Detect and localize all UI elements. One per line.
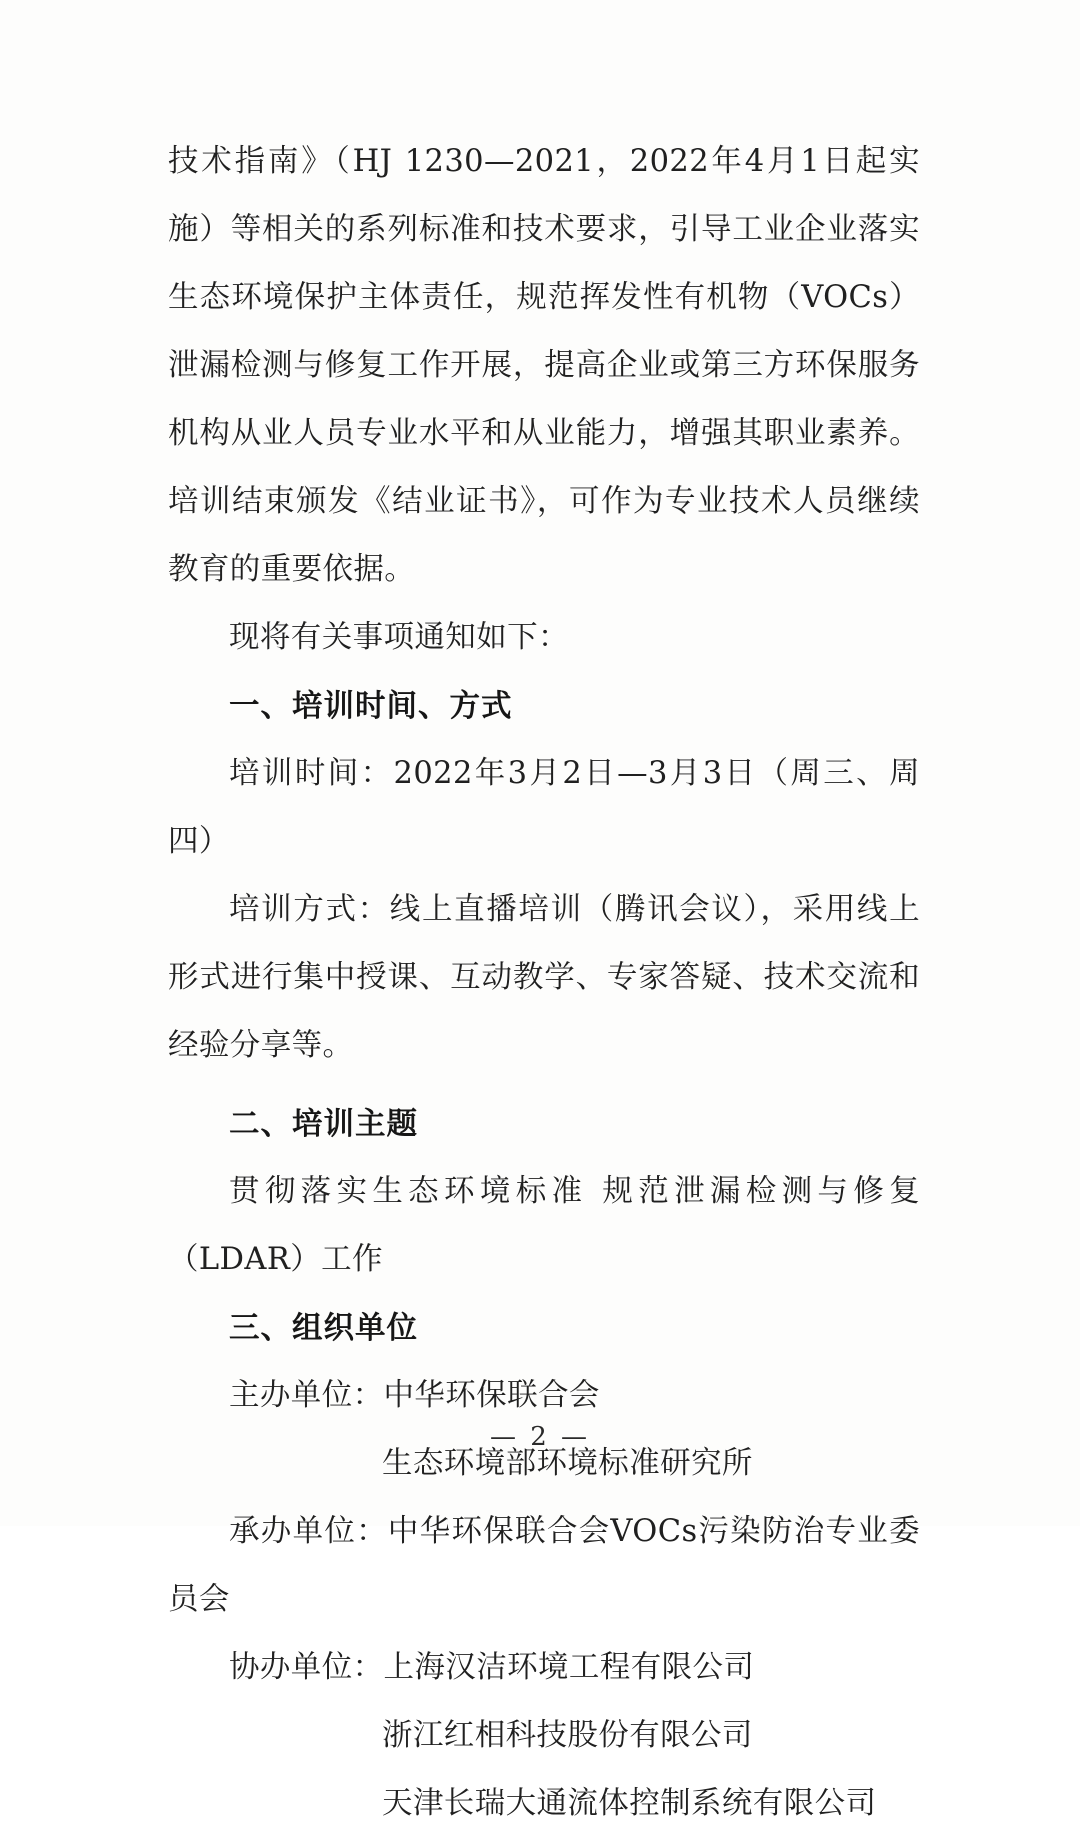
paragraph-coorganizer-unit-second: 浙江红相科技股份有限公司 (382, 1718, 753, 1753)
paragraph-training-date: 培训时间：2022年3月2日—3月3日（周三、周四） (168, 756, 920, 859)
paragraph-host-unit-second: 生态环境部环境标准研究所 (382, 1446, 753, 1481)
paragraph-notice-intro: 现将有关事项通知如下： (229, 620, 569, 655)
document-body (168, 128, 920, 1838)
section-heading-training-time: 一、培训时间、方式 (229, 688, 513, 724)
paragraph-coorganizer-unit: 协办单位：上海汉洁环境工程有限公司 (229, 1650, 755, 1685)
section-heading-training-topic: 二、培训主题 (229, 1106, 418, 1142)
paragraph-host-unit: 主办单位：中华环保联合会 (229, 1378, 600, 1413)
section-heading-organizers: 三、组织单位 (229, 1310, 418, 1346)
paragraph-opening: 技术指南》（HJ 1230—2021，2022年4月1日起实施）等相关的系列标准和技术要求，引导工业企业落实生态环境保护主体责任，规范挥发性有机物（VOCs）泄漏检测与修复工作开展，提高企业或第三方环保服务机构从业人员专业水平和从业能力，增强其职业素养。培训结束颁发《结业证书》，可作为专业技术人员继续教育的重要依据。 (168, 144, 920, 587)
paragraph-training-topic: 贯彻落实生态环境标准 规范泄漏检测与修复（LDAR）工作 (168, 1174, 920, 1277)
page-top-mark (150, 6, 270, 16)
page-number: — 2 — (489, 1422, 591, 1452)
paragraph-undertaking-unit: 承办单位：中华环保联合会VOCs污染防治专业委员会 (168, 1514, 920, 1617)
paragraph-training-method: 培训方式：线上直播培训（腾讯会议），采用线上形式进行集中授课、互动教学、专家答疑、技术交流和经验分享等。 (168, 892, 920, 1063)
spacer (168, 1080, 920, 1090)
paragraph-coorganizer-unit-third: 天津长瑞大通流体控制系统有限公司 (382, 1786, 877, 1821)
